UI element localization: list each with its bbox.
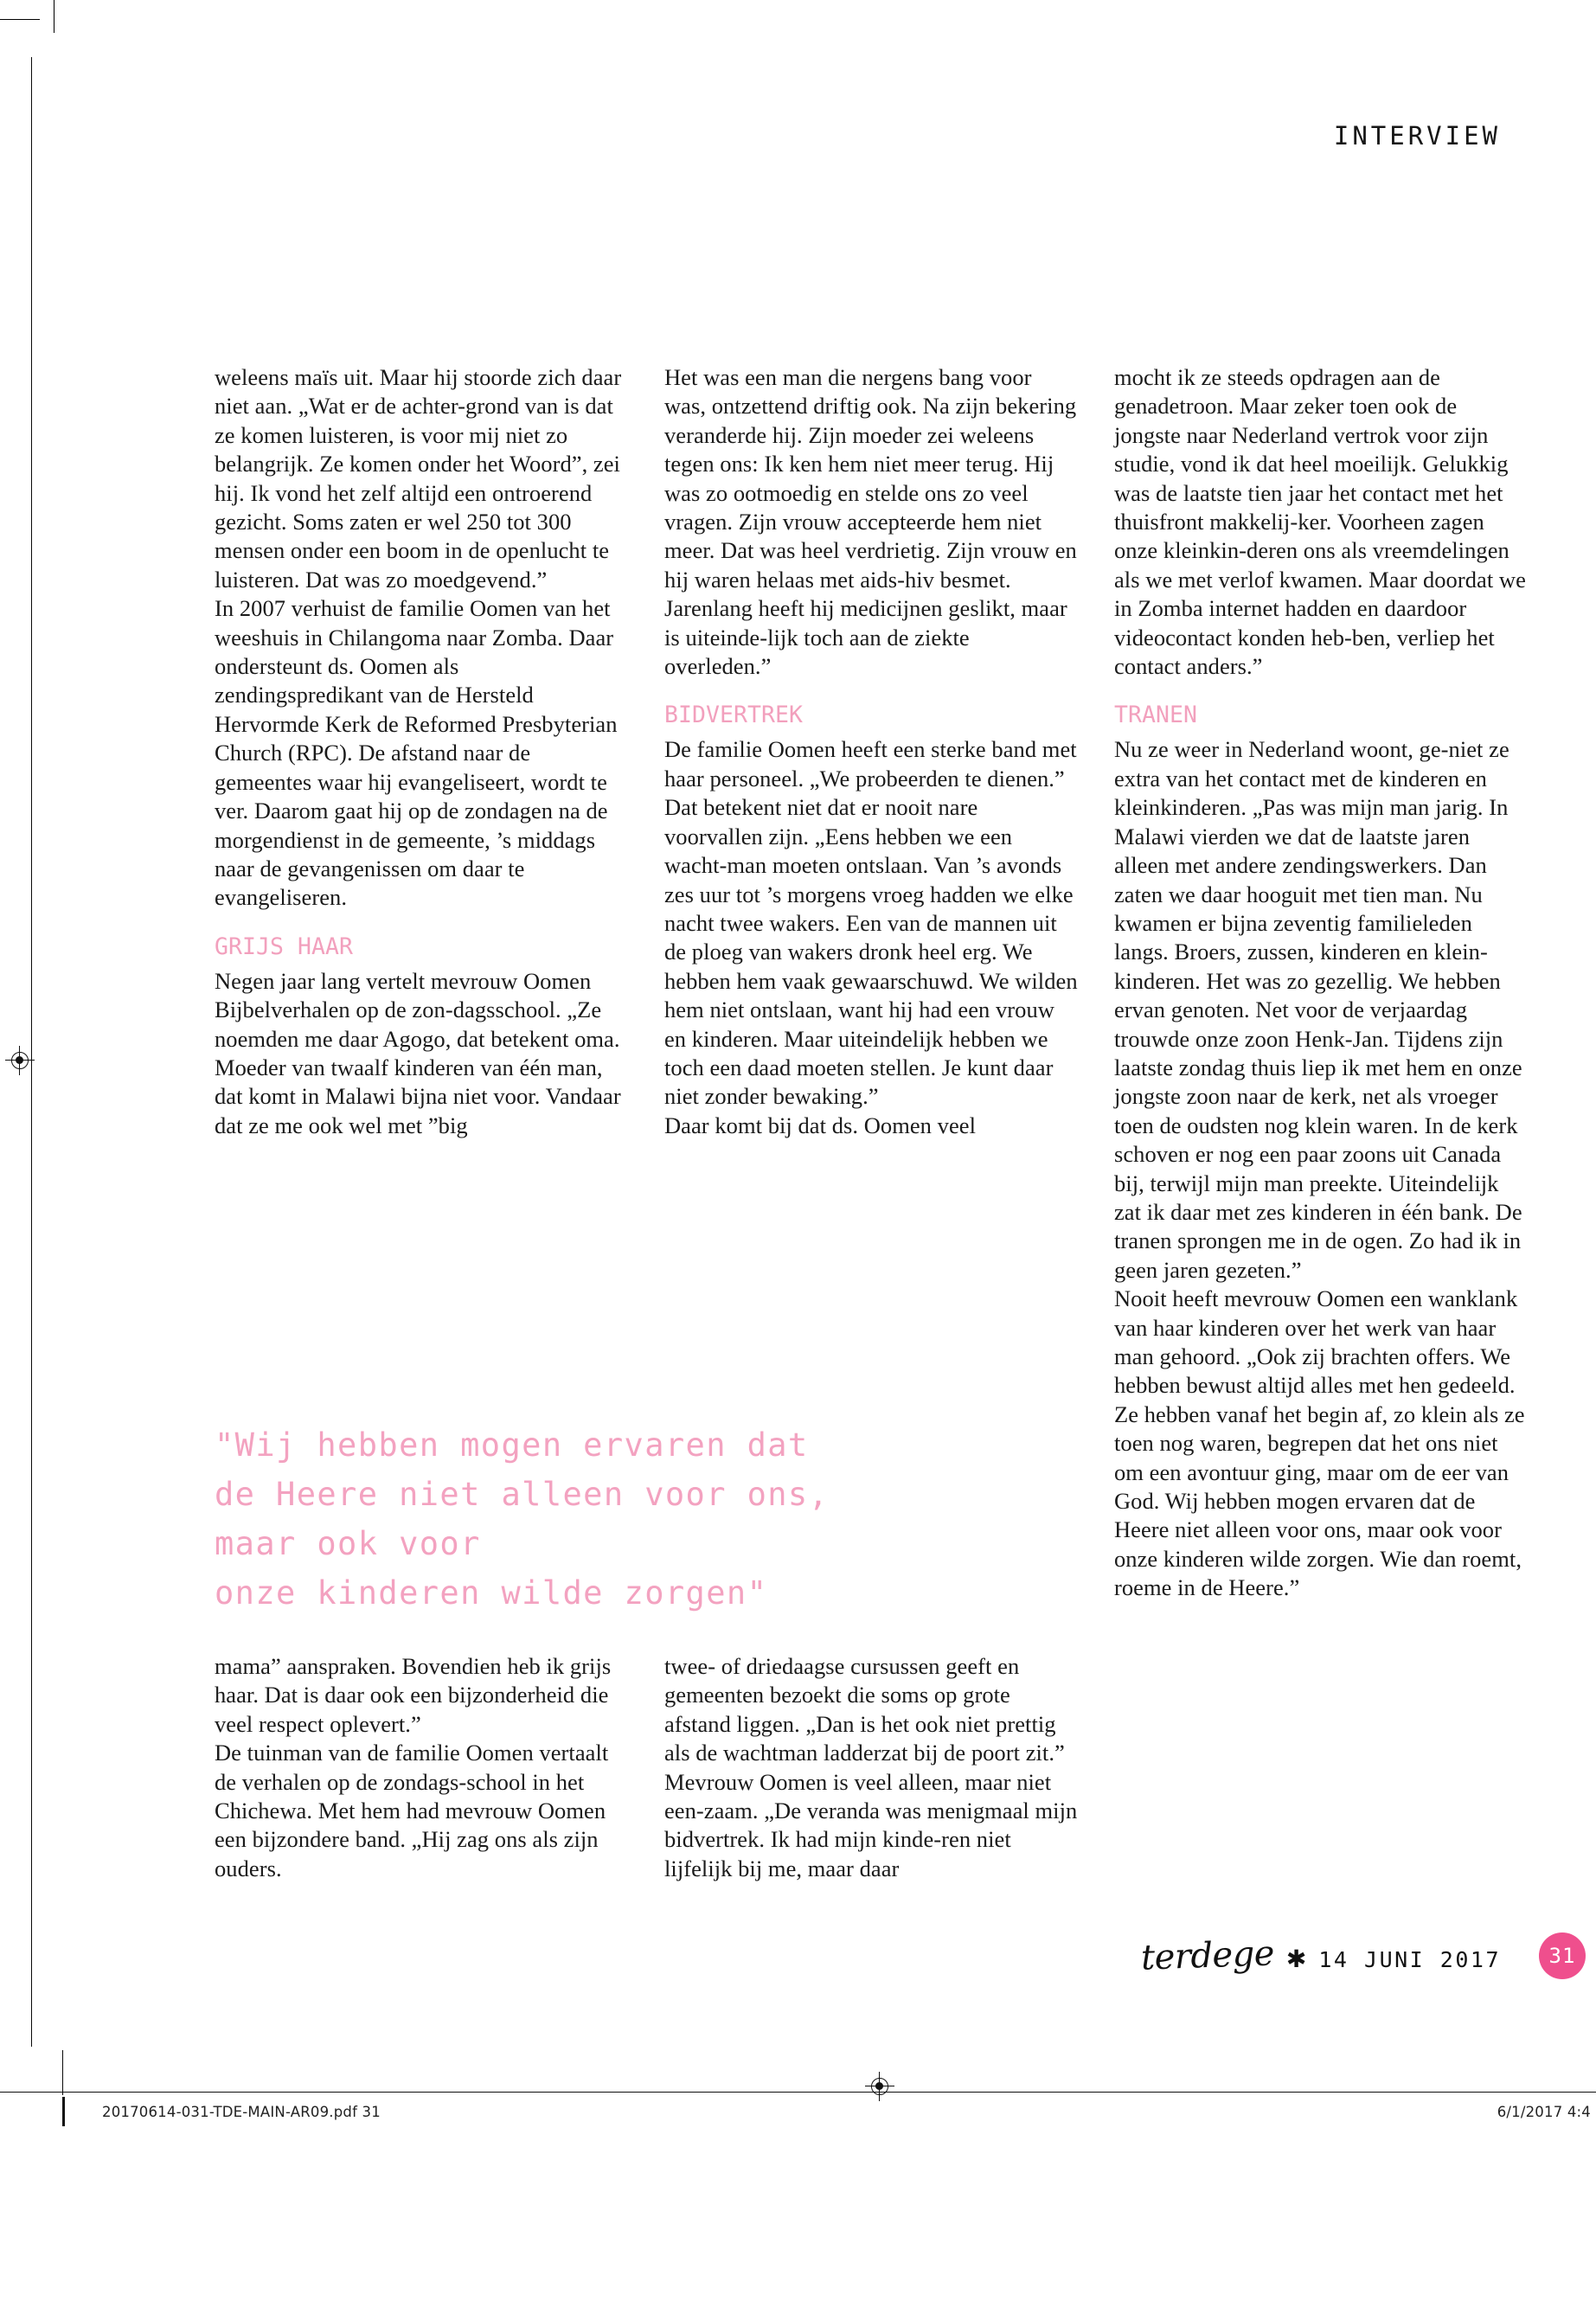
paragraph: De familie Oomen heeft een sterke band met haar personeel. „We probeerden te dienen.” Dat betekent niet dat er nooit nare voorvallen zijn. „Eens hebben we een wacht-man moeten ontslaan. Van ’s avonds zes uur tot ’s morgens vroeg hadden we elke nacht twee wakers. Een van de mannen uit de ploeg van wakers dronk heel erg. We hebben hem vaak gewaarschuwd. We wilden hem niet ontslaan, want hij had een vrouw en kinderen. Maar uiteindelijk hebben we toch een daad moeten stellen. Je kunt daar niet zonder bewaking.” bbox=[664, 736, 1078, 1110]
paragraph: De tuinman van de familie Oomen vertaalt de verhalen op de zondags-school in het Chichewa. Met hem had mevrouw Oomen een bijzondere band. „Hij zag ons als zijn ouders. bbox=[215, 1740, 609, 1881]
column-1 bbox=[215, 363, 628, 1603]
paragraph: Nu ze weer in Nederland woont, ge-niet ze extra van het contact met de kinderen en kleinkinderen. „Pas was mijn man jarig. In Malawi vierden we dat de laatste jaren alleen met andere zendingswerkers. Dan zaten we daar hooguit met tien man. Nu kwamen er bijna zeventig familieleden langs. Broers, zussen, kinderen en klein-kinderen. Het was zo gezellig. We hebben ervan genoten. Net voor de verjaardag trouwde onze zoon Henk-Jan. Tijdens zijn laatste zondag thuis liep ik met hem en onze jongste zoon naar de kerk, net als vroeger toen de oudsten nog klein waren. In de kerk schoven er nog een paar zoons uit Canada bij, terwijl mijn man preekte. Uiteindelijk zat ik daar met zes kinderen in één bank. De tranen sprongen me in de ogen. Zo had ik in geen jaren gezeten.” bbox=[1114, 736, 1522, 1283]
page-kicker: INTERVIEW bbox=[1333, 121, 1501, 151]
pull-quote-line: maar ook voor bbox=[215, 1525, 481, 1562]
registration-mark-left bbox=[5, 1046, 35, 1075]
paragraph: weleens maïs uit. Maar hij stoorde zich daar niet aan. „Wat er de achter-grond van is dat ze komen luisteren, is voor mij niet zo belangrijk. Ze komen onder het Woord”, zei hij. Ik vond het zelf altijd een ontroerend gezicht. Soms zaten er wel 250 tot 300 mensen onder een boom in de openlucht te luisteren. Dat was zo moedgevend.” bbox=[215, 364, 622, 593]
article-columns-lower bbox=[215, 1652, 1088, 1883]
paragraph: Het was een man die nergens bang voor was, ontzettend driftig ook. Na zijn bekering veranderde hij. Zijn moeder zei weleens tegen ons: Ik ken hem niet meer terug. Hij was zo ootmoedig en stelde ons zo veel vragen. Zijn vrouw accepteerde hem niet meer. Dat was heel verdrietig. Zijn vrouw en hij waren helaas met aids-hiv besmet. Jarenlang heeft hij medicijnen geslikt, maar is uiteinde-lijk toch aan de ziekte overleden.” bbox=[664, 364, 1077, 680]
subheading-grijs-haar: GRIJS HAAR bbox=[215, 933, 354, 960]
magazine-logo: terdege bbox=[1140, 1933, 1275, 1978]
registration-dot bbox=[875, 2082, 883, 2090]
column-1-lower bbox=[215, 1652, 628, 1883]
pull-quote-line: onze kinderen wilde zorgen" bbox=[215, 1574, 768, 1612]
pull-quote-line: de Heere niet alleen voor ons, bbox=[215, 1476, 830, 1513]
column-2 bbox=[664, 363, 1078, 1603]
pull-quote-line: "Wij hebben mogen ervaren dat bbox=[215, 1426, 809, 1464]
paragraph: mocht ik ze steeds opdragen aan de genadetroon. Maar zeker toen ook de jongste naar Nederland vertrok voor zijn studie, vond ik dat heel moeilijk. Gelukkig was de laatste tien jaar het contact met het thuisfront makkelij-ker. Voorheen zagen onze kleinkin-deren ons als vreemdelingen als we met verlof kwamen. Maar doordat we in Zomba internet hadden en daardoor videocontact konden heb-ben, verliep het contact anders.” bbox=[1114, 364, 1526, 680]
footer-brand bbox=[1140, 1933, 1501, 1978]
column-2-lower bbox=[664, 1652, 1078, 1883]
column-3 bbox=[1114, 363, 1528, 1603]
paragraph: Negen jaar lang vertelt mevrouw Oomen Bijbelverhalen op de zon-dagsschool. „Ze noemden me daar Agogo, dat betekent oma. Moeder van twaalf kinderen van één man, dat komt in Malawi bijna niet voor. Vandaar dat ze me ook wel met ”big bbox=[215, 967, 621, 1138]
issue-date: 14 JUNI 2017 bbox=[1318, 1947, 1501, 1972]
crop-mark-horizontal bbox=[0, 19, 40, 20]
page-number-badge: 31 bbox=[1539, 1932, 1586, 1979]
pull-quote bbox=[215, 1420, 1080, 1618]
registration-mark-bottom bbox=[865, 2072, 894, 2101]
asterisk-icon: ✱ bbox=[1285, 1945, 1307, 1973]
registration-dot bbox=[16, 1056, 23, 1064]
slug-bar bbox=[62, 2097, 65, 2126]
print-slug-left: 20170614-031-TDE-MAIN-AR09.pdf 31 bbox=[102, 2104, 381, 2120]
paragraph: mama” aanspraken. Bovendien heb ik grijs haar. Dat is daar ook een bijzonderheid die veel respect oplevert.” bbox=[215, 1653, 612, 1737]
subheading-bidvertrek: BIDVERTREK bbox=[664, 702, 804, 729]
paragraph: In 2007 verhuist de familie Oomen van het weeshuis in Chilangoma naar Zomba. Daar ondersteunt ds. Oomen als zendingspredikant van de Hersteld Hervormde Kerk de Reformed Presbyterian Church (RPC). De afstand naar de gemeentes waar hij evangeliseert, wordt te ver. Daarom gaat hij op de zondagen na de morgendienst in de gemeente, ’s middags naar de gevangenissen om daar te evangeliseren. bbox=[215, 595, 618, 911]
trim-rule-bottom bbox=[0, 2092, 1596, 2093]
paragraph: Nooit heeft mevrouw Oomen een wanklank van haar kinderen over het werk van haar man gehoord. „Ook zij brachten offers. We hebben bewust altijd alles met hen gedeeld. Ze hebben vanaf het begin af, zo klein als ze toen nog waren, begrepen dat het ons niet om een avontuur ging, maar om de eer van God. Wij hebben mogen ervaren dat de Heere niet alleen voor ons, maar ook voor onze kinderen wilde zorgen. Wie dan roemt, roeme in de Heere.” bbox=[1114, 1285, 1525, 1601]
print-slug-right: 6/1/2017 4:4 bbox=[1497, 2104, 1591, 2120]
article-columns bbox=[215, 363, 1529, 1603]
trim-line-left-lower bbox=[62, 2050, 63, 2095]
paragraph: twee- of driedaagse cursussen geeft en gemeenten bezoekt die soms op grote afstand liggen. „Dan is het ook niet prettig als de wachtman ladderzat bij de poort zit.” Mevrouw Oomen is veel alleen, maar niet een-zaam. „De veranda was menigmaal mijn bidvertrek. Ik had mijn kinde-ren niet lijfelijk bij me, maar daar bbox=[664, 1653, 1078, 1881]
subheading-tranen: TRANEN bbox=[1114, 702, 1198, 729]
paragraph: Daar komt bij dat ds. Oomen veel bbox=[664, 1112, 976, 1138]
